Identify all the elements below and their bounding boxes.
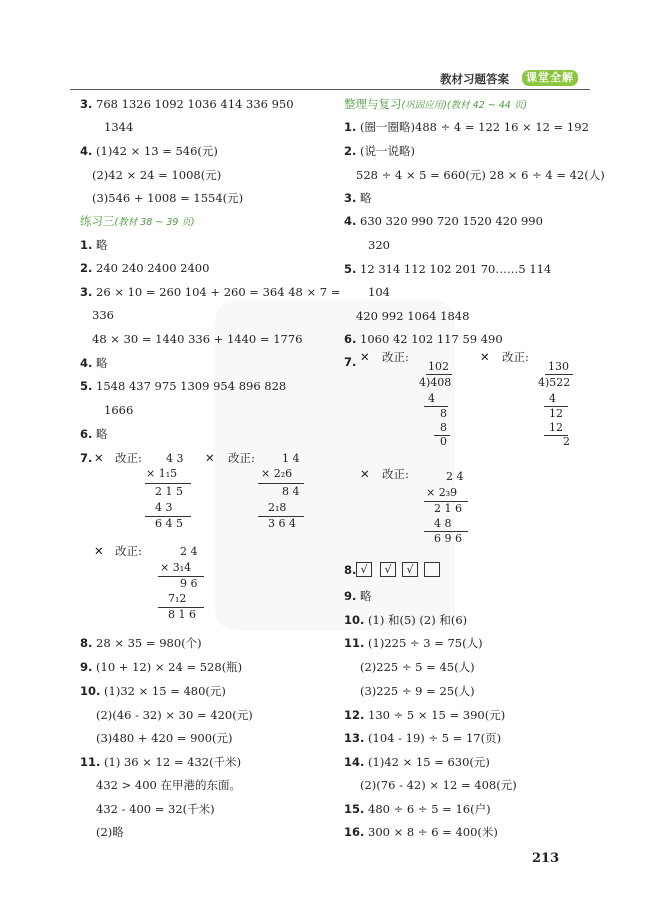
div-a-step1: 4 (428, 392, 435, 405)
cross-mark: ✕ (205, 451, 215, 465)
calc-b-row2: × 2₂6 (261, 467, 293, 480)
div-b-step1: 4 (549, 392, 556, 405)
cross-mark: ✕ (360, 467, 370, 481)
left-p10-b: (2)(46 - 32) × 30 = 420(元) (96, 708, 253, 722)
calc-c-row5: 8 1 6 (168, 608, 196, 621)
right-r13: 13. (104 - 19) ÷ 5 = 17(页) (344, 731, 502, 745)
left-p5-line2: 1666 (104, 403, 134, 417)
cross-mark: ✕ (94, 544, 104, 558)
right-r3: 3. 略 (344, 191, 372, 205)
header-rule (70, 89, 590, 90)
left-section-title: 练习三(教材 38 ~ 39 页) (80, 214, 195, 228)
calc-c-row1: 2 4 (180, 545, 198, 558)
right-r5-line3: 420 992 1064 1848 (356, 309, 470, 323)
fix-label: 改正: (115, 544, 142, 558)
right-r4-line2: 320 (368, 238, 390, 252)
cross-mark: ✕ (480, 350, 490, 364)
div-b-step2: 12 (549, 407, 563, 420)
calc-b-row1: 1 4 (282, 452, 300, 465)
right-r1: 1. (圈一圈略)488 ÷ 4 = 122 16 × 12 = 192 (344, 120, 589, 134)
left-p3: 3. 26 × 10 = 260 104 + 260 = 364 48 × 7 = (80, 285, 341, 299)
right-r11-b: (2)225 ÷ 5 = 45(人) (360, 660, 475, 674)
page-number: 213 (532, 851, 560, 866)
right-r14-b: (2)(76 - 42) × 12 = 408(元) (360, 778, 517, 792)
mul-c-row4: 4 8 (434, 517, 452, 530)
calc-a-row4: 4 3 (155, 501, 173, 514)
right-r7-num: 7. (344, 355, 357, 369)
right-r9: 9. 略 (344, 589, 372, 603)
left-p9: 9. (10 + 12) × 24 = 528(瓶) (80, 660, 243, 674)
right-r11: 11. (1)225 ÷ 3 = 75(人) (344, 636, 483, 650)
right-r16: 16. 300 × 8 ÷ 6 = 400(米) (344, 825, 498, 839)
left-p1: 1. 略 (80, 238, 108, 252)
div-b-dividend: 4)522 (538, 376, 571, 389)
fix-label: 改正: (502, 350, 529, 364)
calc-a-row2: × 1₁5 (146, 467, 178, 480)
watermark (215, 300, 458, 630)
fix-label: 改正: (382, 350, 409, 364)
div-a-step4: 0 (440, 435, 447, 448)
left-p11-b: 432 > 400 在甲港的东面。 (96, 778, 242, 792)
div-a-quotient: 102 (428, 360, 449, 373)
header-badge: 课堂全解 (522, 70, 578, 86)
calc-a-row3: 2 1 5 (155, 485, 183, 498)
right-r5: 5. 12 314 112 102 201 70……5 114 (344, 262, 552, 276)
right-r14: 14. (1)42 × 15 = 630(元) (344, 755, 490, 769)
left-q4-c: (3)546 + 1008 = 1554(元) (92, 191, 244, 205)
fix-label: 改正: (382, 467, 409, 481)
div-b-step3: 12 (549, 421, 563, 434)
calc-b-row5: 3 6 4 (268, 517, 296, 530)
fix-label: 改正: (228, 451, 255, 465)
calc-c-row4: 7₁2 (168, 592, 187, 605)
right-r8-num: 8. (344, 563, 357, 577)
cross-mark: ✕ (360, 350, 370, 364)
calc-b-row4: 2₁8 (268, 501, 287, 514)
left-p8: 8. 28 × 35 = 980(个) (80, 636, 202, 650)
mul-c-row2: × 2₃9 (426, 486, 458, 499)
left-q4-b: (2)42 × 24 = 1008(元) (92, 168, 222, 182)
check-box-4 (424, 562, 440, 577)
div-a-dividend: 4)408 (419, 376, 452, 389)
right-r2: 2. (说一说略) (344, 144, 416, 158)
calc-c-row2: × 3₁4 (160, 561, 192, 574)
right-r11-c: (3)225 ÷ 9 = 25(人) (360, 684, 475, 698)
left-p5: 5. 1548 437 975 1309 954 896 828 (80, 379, 287, 393)
left-p11-d: (2)略 (96, 825, 124, 839)
check-box-3: √ (402, 562, 418, 577)
left-p10-c: (3)480 + 420 = 900(元) (96, 731, 233, 745)
right-section-title: 整理与复习(巩固应用)(教材 42 ~ 44 页) (344, 97, 528, 111)
mul-c-row1: 2 4 (446, 470, 464, 483)
right-r2-line2: 528 ÷ 4 × 5 = 660(元) 28 × 6 ÷ 4 = 42(人) (356, 168, 605, 182)
left-q3: 3. 768 1326 1092 1036 414 336 950 (80, 97, 294, 111)
div-b-bar (545, 374, 573, 375)
left-p2: 2. 240 240 2400 2400 (80, 261, 210, 275)
div-a-step3: 8 (440, 421, 447, 434)
div-b-step4: 2 (563, 435, 570, 448)
mul-c-row3: 2 1 6 (434, 502, 462, 515)
div-a-step2: 8 (440, 407, 447, 420)
fix-label: 改正: (115, 451, 142, 465)
calc-a-row5: 6 4 5 (155, 517, 183, 530)
calc-b-rule1 (258, 483, 304, 484)
left-p3-line3: 48 × 30 = 1440 336 + 1440 = 1776 (92, 332, 303, 346)
right-r10: 10. (1) 和(5) (2) 和(6) (344, 613, 468, 627)
left-p11-c: 432 - 400 = 32(千米) (96, 802, 215, 816)
left-p6: 6. 略 (80, 427, 108, 441)
right-r15: 15. 480 ÷ 6 ÷ 5 = 16(户) (344, 802, 491, 816)
check-box-1: √ (356, 562, 372, 577)
cross-mark: ✕ (94, 451, 104, 465)
div-a-bar (426, 374, 452, 375)
calc-a-rule1 (145, 483, 191, 484)
right-r6: 6. 1060 42 102 117 59 490 (344, 332, 503, 346)
calc-a-row1: 4 3 (166, 452, 184, 465)
left-q3-line2: 1344 (104, 120, 134, 134)
left-p4: 4. 略 (80, 356, 108, 370)
right-r4: 4. 630 320 990 720 1520 420 990 (344, 214, 543, 228)
check-box-2: √ (380, 562, 396, 577)
left-p10: 10. (1)32 × 15 = 480(元) (80, 684, 226, 698)
calc-c-row3: 9 6 (180, 577, 198, 590)
calc-b-row3: 8 4 (282, 485, 300, 498)
left-p11: 11. (1) 36 × 12 = 432(千米) (80, 755, 242, 769)
left-p7-num: 7. (80, 451, 93, 465)
mul-c-row5: 6 9 6 (434, 532, 462, 545)
right-r5-line2: 104 (368, 285, 390, 299)
div-b-quotient: 130 (548, 360, 569, 373)
header-title: 教材习题答案 (440, 72, 509, 86)
right-r12: 12. 130 ÷ 5 × 15 = 390(元) (344, 708, 506, 722)
left-p3-line2: 336 (92, 308, 114, 322)
left-q4: 4. (1)42 × 13 = 546(元) (80, 144, 218, 158)
